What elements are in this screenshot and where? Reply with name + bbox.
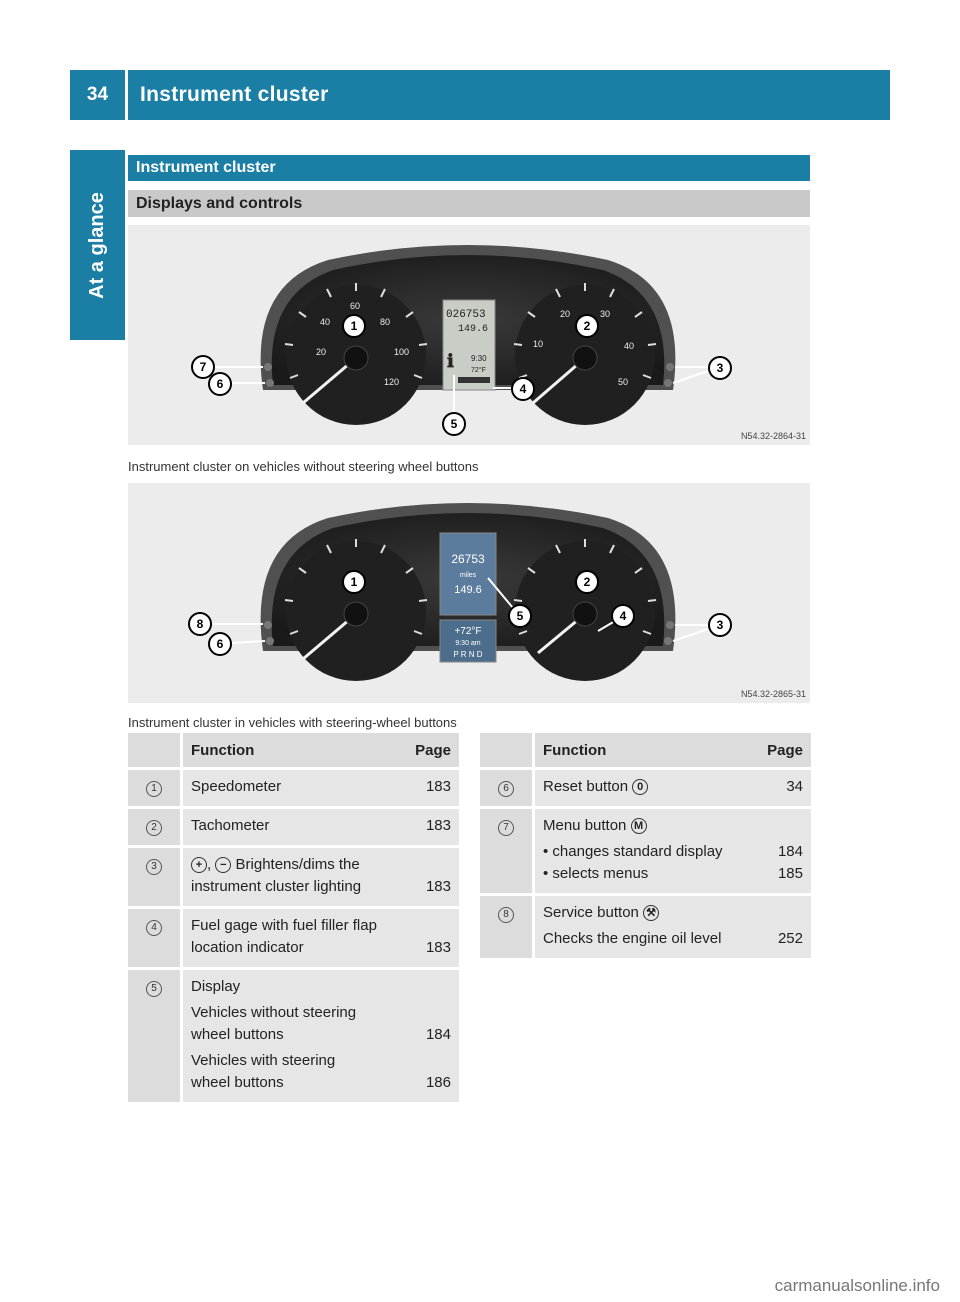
- page-ref: 183: [398, 809, 459, 848]
- function-subtext: Checks the engine oil level: [543, 930, 722, 947]
- tacho-tick-20: 20: [560, 309, 571, 319]
- column-header-page: Page: [750, 733, 811, 770]
- callout-3: 3: [716, 361, 724, 375]
- item-number: 4: [146, 920, 162, 936]
- item-number: 1: [146, 781, 162, 797]
- callout-1: 1: [350, 319, 358, 333]
- section-title: Instrument cluster: [128, 155, 810, 181]
- page-ref: 183: [398, 909, 459, 970]
- display-odometer: 026753: [446, 309, 486, 321]
- callout2-2: 2: [583, 575, 591, 589]
- watermark: carmanualsonline.info: [774, 1276, 940, 1295]
- column-header-function: Function: [535, 733, 750, 770]
- speedo-tick-60: 60: [350, 301, 361, 311]
- display2-trip: 149.6: [454, 584, 482, 596]
- speedo-tick-20: 20: [316, 347, 327, 357]
- figure-code-2: N54.32-2865-31: [740, 689, 806, 699]
- display2-unit: miles: [459, 572, 477, 579]
- callout2-4: 4: [619, 609, 627, 623]
- function-text: Reset button: [543, 778, 629, 795]
- display-trip: 149.6: [458, 324, 489, 335]
- caption-1: Instrument cluster on vehicles without steering wheel buttons: [128, 459, 479, 474]
- instrument-cluster-photo-1: [128, 225, 810, 445]
- function-text: wheel buttons: [191, 1026, 284, 1043]
- table-row: [128, 909, 459, 970]
- callout-5: 5: [450, 417, 458, 431]
- reset-icon: 0: [632, 779, 648, 795]
- figure-code-1: N54.32-2864-31: [740, 431, 806, 441]
- function-text: Speedometer: [183, 770, 398, 809]
- function-text-brightens: Brightens/dims the: [235, 856, 360, 873]
- page-header: [70, 70, 890, 120]
- display-clock: 9:30: [471, 354, 487, 363]
- function-table-left: [128, 733, 459, 1105]
- speedo-tick-80: 80: [380, 317, 391, 327]
- callout2-5: 5: [516, 609, 524, 623]
- item-number: 5: [146, 981, 162, 997]
- page-ref: 185: [777, 865, 803, 882]
- speedo-tick-120: 120: [384, 377, 400, 387]
- svg-text:ℹ: ℹ: [447, 351, 454, 371]
- tacho-tick-10: 10: [533, 339, 544, 349]
- callout-7: 7: [199, 360, 207, 374]
- table-row: 3 + , − Brightens/dims the instrument cluster lighting 183: [128, 848, 459, 909]
- function-text: Vehicles without steering: [191, 1004, 357, 1021]
- callout2-1: 1: [350, 575, 358, 589]
- speedo-tick-100: 100: [394, 347, 410, 357]
- item-number: 7: [498, 820, 514, 836]
- page-ref: 184: [425, 1026, 451, 1043]
- column-header-function: Function: [183, 733, 398, 770]
- table-row: [128, 970, 459, 1105]
- bullet-text: changes standard display: [552, 843, 723, 860]
- table-row: [128, 809, 459, 848]
- table-row: 7 Menu button M • changes standard display • selects menus 184 185: [480, 809, 811, 896]
- page-ref: 252: [750, 896, 811, 961]
- table-row: [480, 770, 811, 809]
- function-text: Fuel gage with fuel filler flap: [191, 917, 377, 934]
- instrument-cluster-photo-2: [128, 483, 810, 703]
- page-ref: 34: [750, 770, 811, 809]
- function-text: Menu button: [543, 817, 627, 834]
- display2-gear: P R N D: [453, 650, 483, 659]
- display-temp: 72°F: [471, 367, 486, 374]
- bullet-text: selects menus: [552, 865, 649, 882]
- callout2-6: 6: [216, 637, 224, 651]
- callout2-3: 3: [716, 618, 724, 632]
- table-row: [480, 896, 811, 961]
- speedo-tick-40: 40: [320, 317, 331, 327]
- item-number: 2: [146, 820, 162, 836]
- function-text: Service button: [543, 904, 639, 921]
- page-header-title: Instrument cluster: [140, 83, 329, 106]
- item-number: 6: [498, 781, 514, 797]
- callout2-8: 8: [196, 617, 204, 631]
- menu-icon: M: [631, 818, 647, 834]
- callout-4: 4: [519, 382, 527, 396]
- display2-temp: +72°F: [454, 626, 482, 637]
- side-tab-label: At a glance: [85, 191, 108, 299]
- page-ref: 186: [425, 1074, 451, 1091]
- callout-6: 6: [216, 377, 224, 391]
- display2-odometer: 26753: [451, 552, 485, 566]
- tacho-tick-30: 30: [600, 309, 611, 319]
- minus-icon: −: [215, 857, 231, 873]
- function-table-right: [480, 733, 811, 961]
- tacho-tick-40: 40: [624, 341, 635, 351]
- display2-clock: 9:30 am: [455, 640, 481, 647]
- header-divider: [125, 70, 128, 120]
- item-number: 3: [146, 859, 162, 875]
- page-ref: 183: [398, 770, 459, 809]
- function-text: wheel buttons: [191, 1074, 284, 1091]
- function-text: Display: [191, 978, 241, 995]
- callout-2: 2: [583, 319, 591, 333]
- function-text: Vehicles with steering: [191, 1052, 336, 1069]
- function-text: Tachometer: [183, 809, 398, 848]
- plus-icon: +: [191, 857, 207, 873]
- tacho-tick-50: 50: [618, 377, 629, 387]
- item-number: 8: [498, 907, 514, 923]
- function-text: location indicator: [191, 939, 304, 956]
- subsection-title: Displays and controls: [128, 190, 810, 217]
- page-ref: 184: [777, 843, 803, 860]
- caption-2: Instrument cluster in vehicles with steering-wheel buttons: [128, 715, 457, 730]
- column-header-page: Page: [398, 733, 459, 770]
- page-number: 34: [86, 84, 109, 105]
- wrench-icon: ⚒: [643, 905, 659, 921]
- table-row: [128, 770, 459, 809]
- page-ref: 183: [398, 848, 459, 909]
- function-text: instrument cluster lighting: [191, 878, 362, 895]
